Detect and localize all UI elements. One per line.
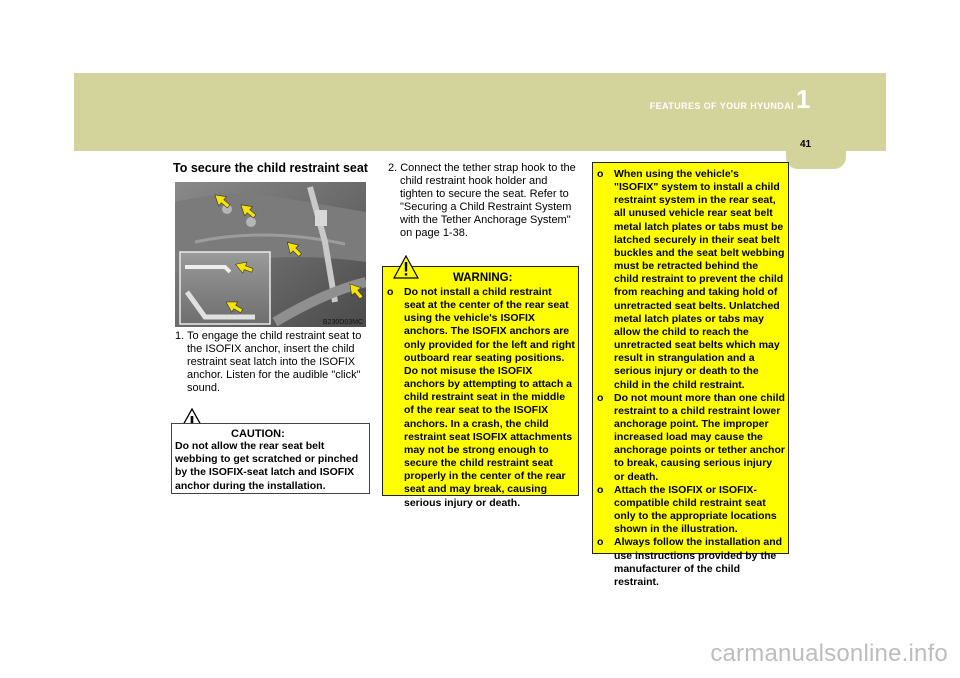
note-item	[597, 168, 785, 392]
notes-list	[597, 168, 785, 589]
figure-code: B230D03MC	[322, 319, 363, 326]
caution-box	[171, 423, 370, 494]
bullet: o	[597, 483, 604, 496]
warning-item	[387, 286, 575, 510]
note-item	[597, 484, 785, 537]
note-text: Attach the ISOFIX or ISOFIX-compatible child restraint seat only to the appropriate locations shown in the illustration.	[614, 483, 777, 536]
caution-title: CAUTION:	[231, 428, 285, 440]
note-item	[597, 392, 785, 484]
warning-box	[382, 266, 579, 509]
step-2-text: 2. Connect the tether strap hook to the child restraint hook holder and tighten to secure the seat. Refer to "Securing a Child Restraint System with the Tether Anchorage System" on page 1-38.	[388, 162, 576, 240]
step-2	[388, 162, 576, 241]
chapter-title: FEATURES OF YOUR HYUNDAI	[649, 101, 794, 111]
note-item	[597, 536, 785, 589]
note-text: Always follow the installation and use instructions provided by the manufacturer of the child restraint.	[614, 536, 783, 588]
isofix-illustration	[175, 182, 366, 327]
note-text: Do not mount more than one child restraint to a child restraint lower anchorage point. The improper increased load may cause the anchorage points or tether anchor to break, causing serious injury or death.	[614, 391, 785, 483]
bullet: o	[597, 391, 604, 404]
warning-icon	[393, 255, 419, 279]
note-text: When using the vehicle's "ISOFIX" system to install a child restraint system in the rear seat, all unused vehicle rear seat belt metal latch plates or tabs must be latched securely in their seat belt buckles and the seat belt webbing must be retracted behind the child restraint to prevent the child from reaching and taking hold of unretracted seat belts. Unlatched metal latch plates or tabs may allow the child to reach the unretracted seat belts which may result in strangulation and a serious injury or death to the child in the child restraint.	[614, 168, 785, 391]
seat-illustration-graphic	[175, 182, 366, 327]
warning-list	[387, 286, 575, 510]
section-title: To secure the child restraint seat	[173, 161, 368, 175]
page-number-tab	[786, 133, 846, 169]
notes-box	[592, 162, 789, 588]
caution-body: Do not allow the rear seat belt webbing to get scratched or pinched by the ISOFIX-seat latch and ISOFIX anchor during the installation.	[175, 440, 359, 492]
chapter-number: 1	[796, 84, 811, 114]
watermark[interactable]: carmanualsonline.info	[710, 640, 948, 667]
page-number: 41	[800, 139, 812, 150]
bullet: o	[387, 286, 394, 298]
bullet: o	[597, 168, 604, 180]
warning-body: Do not install a child restraint seat at the center of the rear seat using the vehicle's ISOFIX anchors. The ISOFIX anchors are only provided for the left and right outboard rear seating positions. Do not misuse the ISOFIX anchors by attempting to attach a child restraint seat in the middle of the rear seat to the ISOFIX anchors. In a crash, the child restraint seat ISOFIX attachments may not be strong enough to secure the child restraint seat properly in the center of the rear seat and may break, causing serious injury or death.	[404, 286, 575, 509]
warning-title: WARNING:	[453, 272, 513, 284]
step-1	[175, 330, 365, 395]
step-1-text: 1. To engage the child restraint seat to the ISOFIX anchor, insert the child restraint seat latch into the ISOFIX anchor. Listen for the audible "click" sound.	[175, 330, 362, 395]
header-band	[74, 73, 886, 151]
bullet: o	[597, 536, 604, 549]
